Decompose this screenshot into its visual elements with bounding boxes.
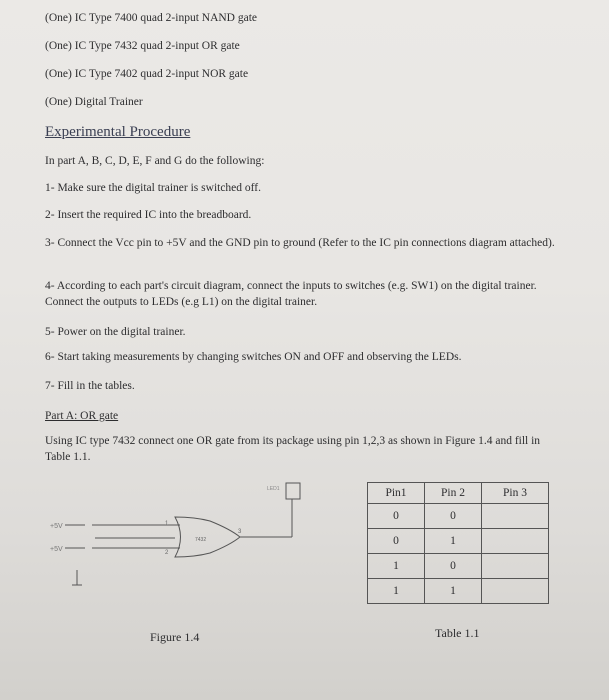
procedure-intro: In part A, B, C, D, E, F and G do the following: — [45, 155, 265, 167]
table-row — [368, 529, 549, 554]
part-a-instructions: Using IC type 7432 connect one OR gate from its package using pin 1,2,3 as shown in Figure 1.4 and fill in Table 1.1. — [45, 435, 541, 463]
input-label: +5V — [50, 546, 63, 553]
procedure-step: 2- Insert the required IC into the breadboard. — [45, 209, 252, 221]
table-row — [368, 504, 549, 529]
table-cell: 0 — [368, 529, 425, 554]
procedure-heading: Experimental Procedure — [45, 124, 191, 140]
procedure-step: 7- Fill in the tables. — [45, 380, 135, 392]
table-cell: 0 — [368, 504, 425, 529]
led-label: LED1 — [267, 486, 280, 492]
part-a-title: Part A: OR gate — [45, 410, 119, 422]
pin-label: 2 — [165, 550, 169, 556]
table-header: Pin 2 — [425, 483, 482, 504]
table-cell: 0 — [425, 554, 482, 579]
material-item: (One) IC Type 7402 quad 2-input NOR gate — [45, 68, 249, 80]
procedure-step: 6- Start taking measurements by changing switches ON and OFF and observing the LEDs. — [45, 351, 462, 363]
or-gate-symbol — [175, 517, 240, 557]
procedure-step: 5- Power on the digital trainer. — [45, 326, 186, 338]
procedure-step: 1- Make sure the digital trainer is switched off. — [45, 182, 261, 194]
material-item: (One) IC Type 7400 quad 2-input NAND gate — [45, 12, 258, 24]
pin-label: 1 — [165, 521, 169, 527]
material-item: (One) Digital Trainer — [45, 96, 143, 108]
table-cell: 1 — [425, 529, 482, 554]
table-cell[interactable] — [482, 579, 549, 604]
table-cell[interactable] — [482, 554, 549, 579]
truth-table — [367, 482, 549, 604]
table-row — [368, 579, 549, 604]
table-header: Pin1 — [368, 483, 425, 504]
procedure-step: 4- According to each part's circuit diagram, connect the inputs to switches (e.g. SW1) on the digital trainer. Connect the outputs to LEDs (e.g L1) on the digital trainer. — [45, 280, 537, 308]
figure-caption: Figure 1.4 — [150, 630, 200, 644]
table-cell: 1 — [368, 554, 425, 579]
table-cell: 1 — [368, 579, 425, 604]
table-cell[interactable] — [482, 504, 549, 529]
table-cell: 0 — [425, 504, 482, 529]
table-cell[interactable] — [482, 529, 549, 554]
table-header: Pin 3 — [482, 483, 549, 504]
table-row — [368, 554, 549, 579]
led-indicator — [286, 483, 300, 499]
procedure-step: 3- Connect the Vcc pin to +5V and the GND pin to ground (Refer to the IC pin connections diagram attached). — [45, 237, 555, 249]
pin-label: 3 — [238, 529, 242, 535]
gate-label: 7432 — [195, 537, 207, 543]
material-item: (One) IC Type 7432 quad 2-input OR gate — [45, 40, 240, 52]
input-label: +5V — [50, 523, 63, 530]
or-gate-circuit-diagram — [30, 475, 350, 595]
table-caption: Table 1.1 — [435, 626, 480, 640]
table-cell: 1 — [425, 579, 482, 604]
